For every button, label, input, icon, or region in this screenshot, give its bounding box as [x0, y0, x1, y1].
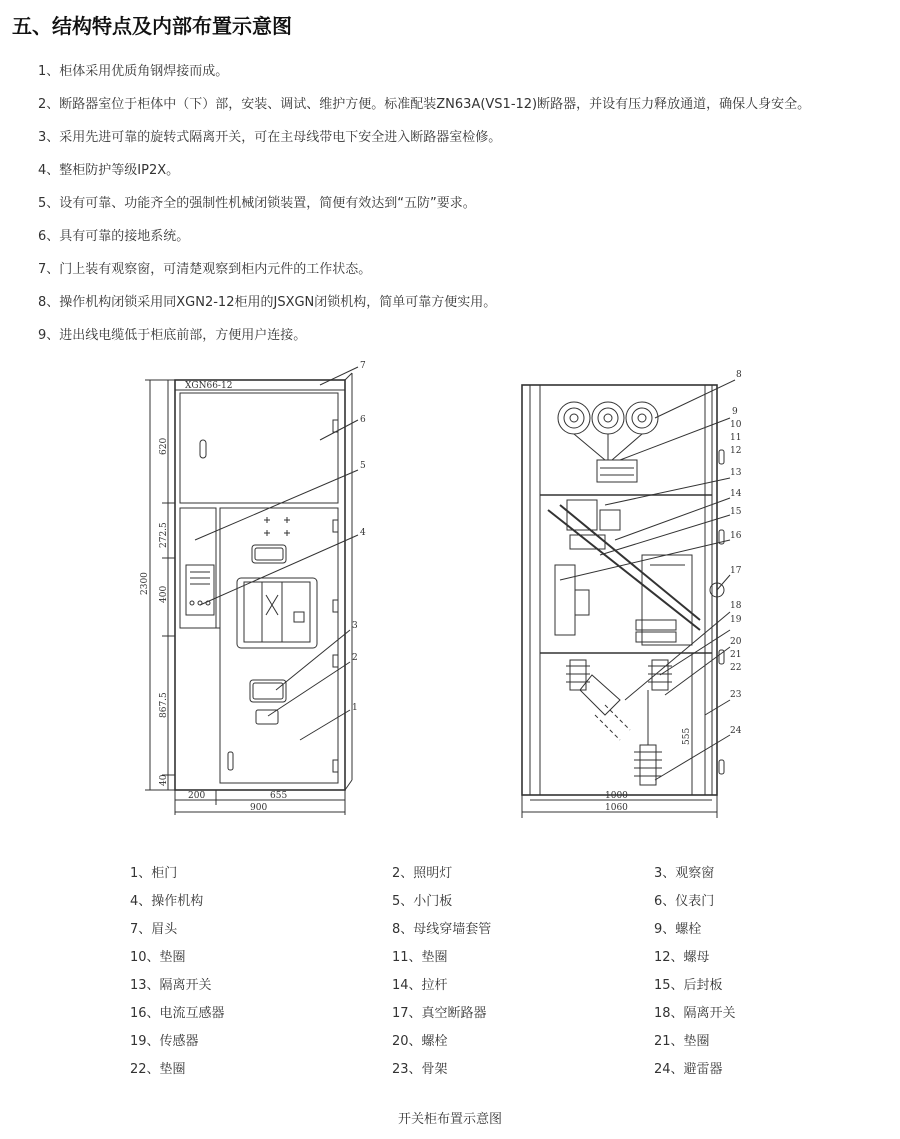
callout-number: 22 [730, 663, 742, 673]
front-view [145, 367, 358, 815]
feature-item: 2、断路器室位于柜体中（下）部，安装、调试、维护方便。标准配装ZN63A(VS1-12)断路器，并设有压力释放通道，确保人身安全。 [38, 97, 811, 112]
legend-item: 4、操作机构 [130, 893, 204, 909]
model-label: XGN66-12 [185, 381, 233, 391]
legend-item: 23、骨架 [392, 1061, 448, 1077]
width-label: 655 [270, 791, 288, 801]
feature-item: 8、操作机构闭锁采用同XGN2-12柜用的JSXGN闭锁机构，简单可靠方便实用。 [38, 295, 497, 310]
legend-item: 9、螺栓 [654, 921, 702, 937]
legend-row [130, 997, 790, 1025]
feature-item: 6、具有可靠的接地系统。 [38, 229, 190, 244]
feature-item: 9、进出线电缆低于柜底前部，方便用户连接。 [38, 328, 307, 343]
figure-caption: 开关柜布置示意图 [397, 1112, 502, 1127]
callout-number: 14 [730, 489, 742, 499]
legend-row [130, 913, 790, 941]
legend-item: 14、拉杆 [392, 977, 448, 993]
legend-item: 19、传感器 [130, 1033, 199, 1049]
side-view [522, 380, 735, 818]
legend-item: 18、隔离开关 [654, 1005, 736, 1021]
small-door-panel [180, 508, 216, 628]
legend-item: 22、垫圈 [130, 1061, 186, 1077]
legend-item: 16、电流互感器 [130, 1005, 225, 1021]
callout-number: 17 [730, 566, 742, 576]
legend-item: 21、垫圈 [654, 1033, 710, 1049]
feature-item: 5、设有可靠、功能齐全的强制性机械闭锁装置，简便有效达到“五防”要求。 [38, 196, 476, 211]
legend-row [130, 941, 790, 969]
legend-item: 17、真空断路器 [392, 1005, 487, 1021]
legend-item: 20、螺栓 [392, 1033, 448, 1049]
feature-item: 1、柜体采用优质角钢焊接而成。 [38, 64, 229, 79]
legend-item: 8、母线穿墙套管 [392, 921, 492, 937]
height-total-label: 2300 [140, 572, 150, 595]
legend-item: 6、仪表门 [654, 893, 715, 909]
callout-number: 4 [360, 528, 366, 538]
feature-list [38, 62, 810, 359]
width-label: 1000 [605, 791, 628, 801]
callout-number: 5 [360, 461, 366, 471]
height-label: 272.5 [159, 522, 169, 548]
callout-number: 11 [730, 433, 742, 443]
callout-number: 18 [730, 601, 742, 611]
callout-number: 6 [360, 415, 366, 425]
legend-item: 13、隔离开关 [130, 977, 212, 993]
legend-row [130, 857, 790, 885]
callout-number: 2 [352, 653, 358, 663]
feature-item: 4、整柜防护等级IP2X。 [38, 163, 180, 178]
callout-number: 23 [730, 690, 742, 700]
legend-item: 11、垫圈 [392, 949, 448, 965]
legend-item: 15、后封板 [654, 977, 723, 993]
height-label: 400 [159, 585, 169, 603]
legend-item: 5、小门板 [392, 893, 453, 909]
callout-number: 13 [730, 468, 742, 478]
callout-number: 10 [730, 420, 742, 430]
width-label: 200 [188, 791, 206, 801]
legend-item: 2、照明灯 [392, 865, 453, 881]
lower-insulators [566, 660, 672, 740]
callout-number: 24 [730, 726, 742, 736]
legend-row [130, 1025, 790, 1053]
legend-item: 1、柜门 [130, 865, 178, 881]
busbar-bushings [558, 402, 658, 434]
legend-item: 3、观察窗 [654, 865, 715, 881]
legend-row [130, 969, 790, 997]
height-label: 555 [682, 727, 692, 745]
legend-item: 7、眉头 [130, 921, 178, 937]
height-label: 620 [159, 437, 169, 455]
callout-number: 7 [360, 361, 366, 371]
callout-number: 3 [352, 621, 358, 631]
legend-item: 10、垫圈 [130, 949, 186, 965]
callout-number: 1 [352, 703, 358, 713]
callout-number: 19 [730, 615, 742, 625]
surge-arrester [634, 690, 662, 785]
callout-number: 20 [730, 637, 742, 647]
feature-item: 7、门上装有观察窗，可清楚观察到柜内元件的工作状态。 [38, 262, 372, 277]
callout-number: 21 [730, 650, 742, 660]
callout-number: 8 [736, 370, 742, 380]
callout-number: 15 [730, 507, 742, 517]
feature-item: 3、采用先进可靠的旋转式隔离开关，可在主母线带电下安全进入断路器室检修。 [38, 130, 502, 145]
height-label: 40 [159, 774, 169, 786]
page-title: 五、结构特点及内部布置示意图 [12, 14, 292, 38]
callout-number: 12 [730, 446, 742, 456]
width-label: 1060 [605, 803, 628, 813]
callout-number: 9 [732, 407, 738, 417]
legend-item: 24、避雷器 [654, 1061, 723, 1077]
height-label: 867.5 [159, 692, 169, 718]
switchgear-diagram [0, 350, 900, 830]
legend-row [130, 1053, 790, 1081]
legend-row [130, 885, 790, 913]
parts-legend [130, 857, 790, 1081]
width-label: 900 [250, 803, 268, 813]
legend-item: 12、螺母 [654, 949, 710, 965]
callout-number: 16 [730, 531, 742, 541]
instrument-door [180, 393, 338, 503]
